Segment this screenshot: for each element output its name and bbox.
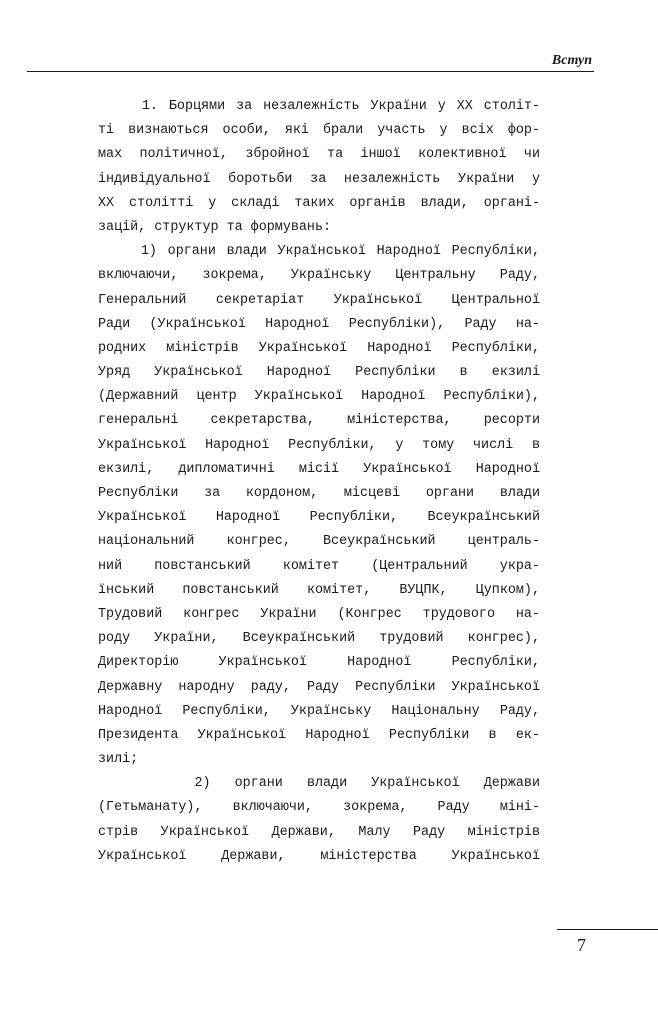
text-line: Української Держави, міністерства Української [98, 848, 540, 864]
text-line: (Державний центр Української Народної Республіки), [98, 389, 540, 405]
text-line: стрів Української Держави, Малу Раду міністрів [98, 824, 540, 840]
text-line: ті визнаються особи, які брали участь у всіх фор- [98, 123, 540, 139]
text-line: включаючи, зокрема, Українську Центральну Раду, [98, 268, 540, 284]
text-line: ХХ столітті у складі таких органів влади, органі- [98, 195, 540, 211]
footer-divider [557, 929, 658, 930]
text-line: екзилі, дипломатичні місії Української Народної [98, 461, 540, 477]
text-line: Уряд Української Народної Республіки в екзилі [98, 365, 540, 381]
text-line: 1. Борцями за незалежність України у ХХ століт- [98, 99, 540, 114]
header-divider [27, 71, 594, 72]
text-line: роду України, Всеукраїнський трудовий конгрес), [98, 631, 540, 647]
text-line: Трудовий конгрес України (Конгрес трудового на- [98, 606, 540, 622]
page-number: 7 [577, 935, 586, 955]
text-line: Державну народну раду, Раду Республіки Української [98, 679, 540, 695]
text-line: Української Народної Республіки, у тому числі в [98, 437, 540, 453]
text-line: (Гетьманату), включаючи, зокрема, Раду міні- [98, 800, 540, 816]
text-line: Генеральний секретаріат Української Центральної [98, 292, 540, 308]
text-line: Республіки за кордоном, місцеві органи влади [98, 486, 540, 501]
text-line: мах політичної, збройної та іншої колективної чи [98, 147, 540, 163]
body-text [98, 95, 540, 869]
text-line: їнський повстанський комітет, ВУЦПК, Цупком), [98, 582, 540, 598]
text-line: Президента Української Народної Республіки в ек- [98, 727, 540, 743]
text-line: індивідуальної боротьби за незалежність України у [98, 171, 540, 187]
text-line: Ради (Української Народної Республіки), Раду на- [98, 316, 540, 332]
text-line: родних міністрів Української Народної Республіки, [98, 340, 540, 356]
text-line: зацій, структур та формувань: [98, 219, 332, 235]
text-line: Директорію Української Народної Республіки, [98, 655, 540, 671]
text-line: ний повстанський комітет (Центральний укра- [98, 558, 540, 574]
text-line: Народної Республіки, Українську Національну Раду, [98, 703, 540, 719]
text-line: генеральні секретарства, міністерства, ресорти [98, 413, 540, 429]
text-line: національний конгрес, Всеукраїнський централь- [98, 534, 540, 550]
text-line: 2) органи влади Української Держави [98, 776, 540, 792]
text-line: зилі; [98, 752, 139, 768]
text-line: 1) органи влади Української Народної Республіки, [98, 244, 540, 260]
text-line: Української Народної Республіки, Всеукраїнський [98, 510, 540, 526]
running-header-title: Вступ [551, 53, 592, 68]
